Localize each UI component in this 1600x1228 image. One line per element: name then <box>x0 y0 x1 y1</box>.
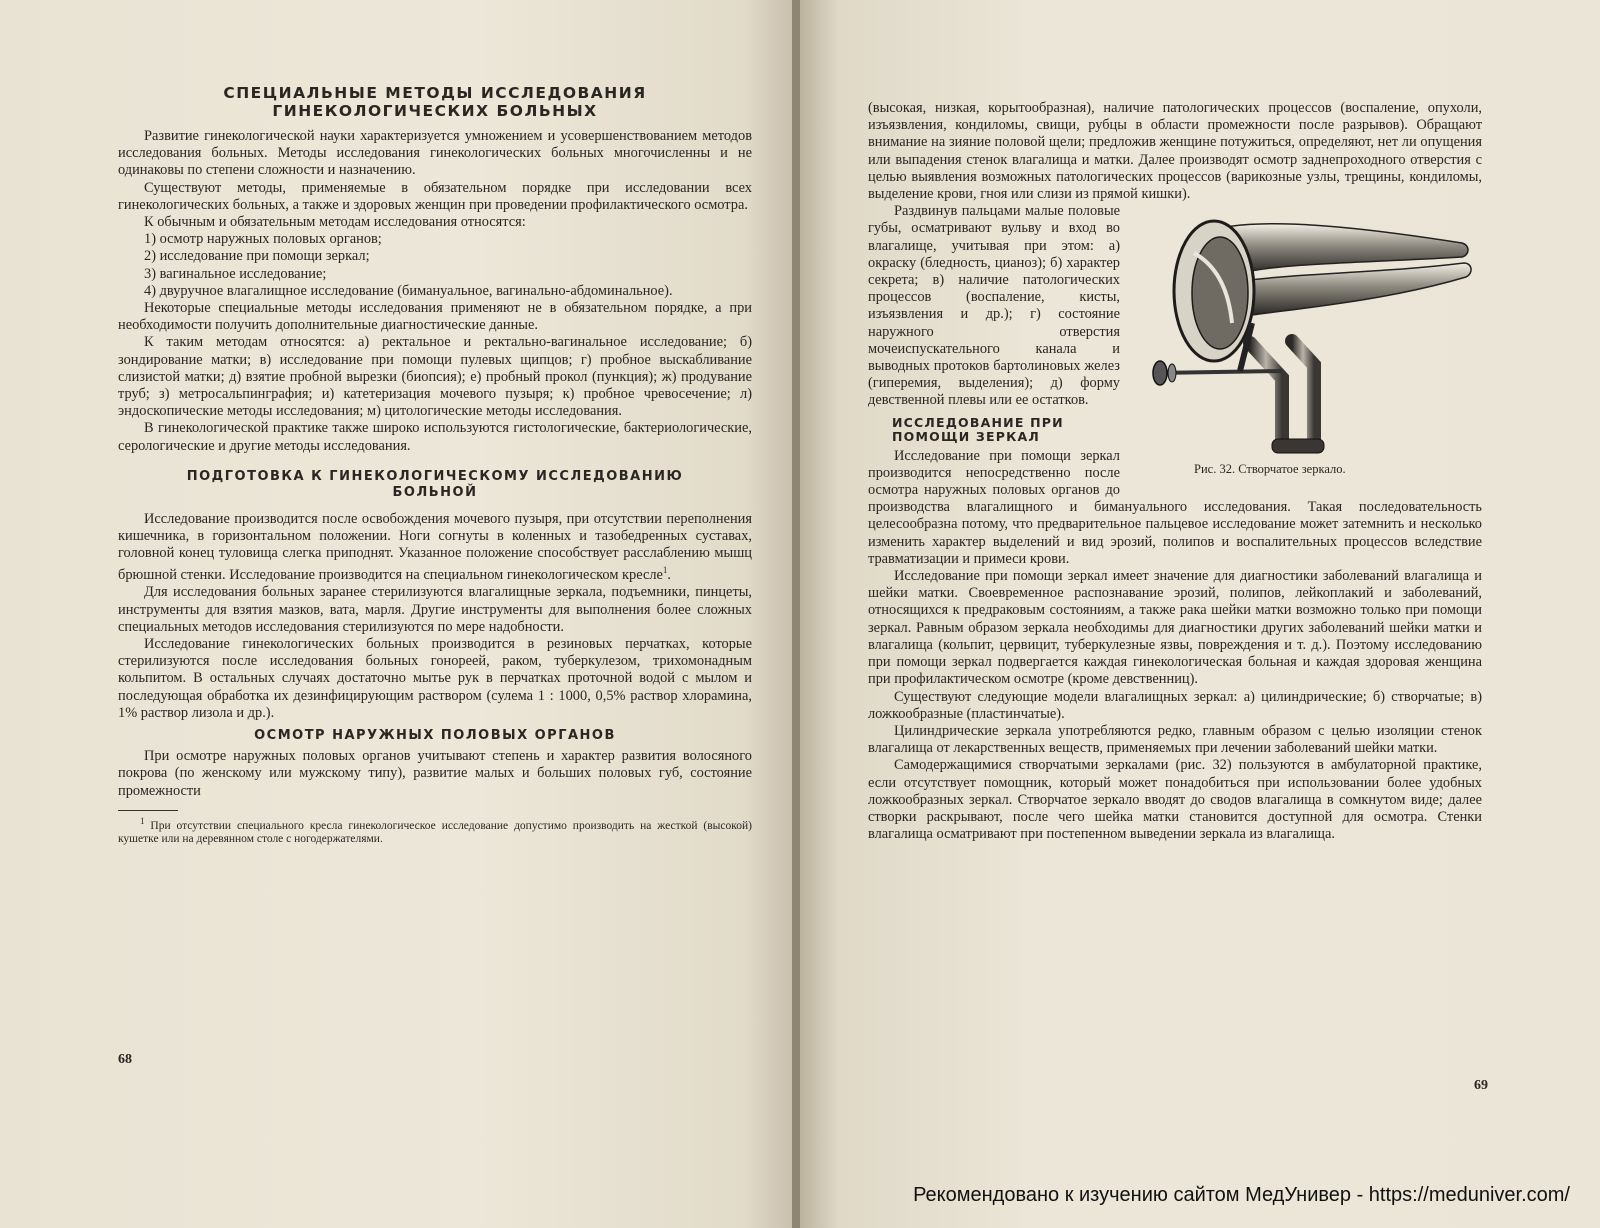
list-item: 4) двуручное влагалищное исследование (бимануальное, вагинально-абдоминальное). <box>144 282 673 299</box>
footnote-ref: 1 <box>662 565 668 576</box>
footnote <box>118 815 752 846</box>
paragraph: Существуют методы, применяемые в обязательном порядке при исследовании всех гинекологических больных, а также и здоровых женщин при проведении профилактического осмотра. <box>118 179 752 213</box>
left-text-column <box>118 84 752 846</box>
paragraph: При осмотре наружных половых органов учитывают степень и характер развития волосяного покрова (по женскому или мужскому типу), развитие малых и больших половых губ, состояние промежности <box>118 748 752 799</box>
paragraph: Исследование при помощи зеркал производится непосредственно после осмотра наружных половых органов до производства влагалищного и бимануального исследования. Такая последовательность целесообразна потому, что предварительное пальцевое исследование может затемнить и несколько изменить характер выделений и вид эрозий, полипов и воспалительных процессов вследствие травматизации и примеси крови. <box>868 447 1482 567</box>
list-item: 3) вагинальное исследование; <box>144 265 327 282</box>
section-heading-line1: ИССЛЕДОВАНИЕ ПРИ <box>892 414 1064 430</box>
paragraph: В гинекологической практике также широко используются гистологические, бактериологические, серологические и другие методы исследования. <box>118 420 752 454</box>
paragraph: Раздвинув пальцами малые половые губы, осматривают вульву и вход во влагалище, учитывая при этом: а) окраску (бледность, цианоз); б) характер секрета; в) наличие патологических процессов (воспаление, кисты, изъязвления и др.); г) состояние наружного отверстия мочеиспускательного канала и выводных протоков бартолиновых желез (гиперемия, выделения); д) форму девственной плевы или ее остатков. <box>868 203 1120 409</box>
paragraph: Развитие гинекологической науки характеризуется умножением и усовершенствованием методов исследования больных. Методы исследования гинекологических больных многочисленны и не одинаковы по степени сложности и назначению. <box>118 128 752 179</box>
footnote-text: При отсутствии специального кресла гинекологическое исследование допустимо производить на жесткой (высокой) кушетке или на деревянном столе с ногодержателями. <box>118 819 753 845</box>
methods-list <box>118 231 752 283</box>
list-item: 2) исследование при помощи зеркал; <box>144 248 370 265</box>
paragraph-text: Исследование производится после освобождения мочевого пузыря, при отсутствии переполнения кишечника, в горизонтальном положении. Ноги согнуты в коленных и тазобедренных суставах, головной конец туловища слегка приподнят. Указанное положение способствует расслаблению мышц брюшной стенки. Исследование производится на специальном гинекологическом кресле <box>118 510 752 584</box>
paragraph: Самодержащимися створчатыми зеркалами (рис. 32) пользуются в амбулаторной практике, если отсутствует помощник, который может понадобиться при использовании более удобных ложкообразных зеркал. Створчатое зеркало вводят до сводов влагалища в сомкнутом виде; далее створки раскрывают, после чего шейка матки становится доступной для осмотра. Стенки влагалища осматривают при постепенном выведении зеркала из влагалища. <box>868 757 1482 843</box>
chapter-title-line2: ГИНЕКОЛОГИЧЕСКИХ БОЛЬНЫХ <box>272 102 598 120</box>
left-page <box>0 0 792 1228</box>
page-number-right: 69 <box>1474 1078 1488 1093</box>
paragraph: Для исследования больных заранее стерилизуются влагалищные зеркала, подъемники, пинцеты, инструменты для взятия мазков, вата, марля. Другие инструменты для выполнения более сложных специальных методов исследования стерилизуются по мере надобности. <box>118 584 752 635</box>
chapter-title <box>118 84 752 120</box>
section-heading-line2: ПОМОЩИ ЗЕРКАЛ <box>892 428 1040 444</box>
paragraph: Исследование гинекологических больных производится в резиновых перчатках, которые стерилизуются после исследования больных гонореей, раком, туберкулезом, трихомонадным кольпитом. В остальных случаях достаточно мытье рук в перчатках проточной водой с мылом и последующая обработка их дезинфицирующим раствором (сулема 1 : 1000, 0,5% раствор хлорамина, 1% раствор лизола и др.). <box>118 636 752 721</box>
footnote-divider <box>118 810 178 811</box>
section-heading-line2: БОЛЬНОЙ <box>392 484 478 500</box>
section-heading-preparation <box>118 469 752 501</box>
paragraph: Цилиндрические зеркала употребляются редко, главным образом с целью изоляции стенок влагалища от лекарственных веществ, применяемых при лечении заболеваний шейки матки. <box>868 722 1482 757</box>
paragraph-end: . <box>667 567 672 584</box>
right-text-column <box>868 100 1482 843</box>
paragraph: Некоторые специальные методы исследования применяют не в обязательном порядке, а при необходимости получить дополнительные диагностические данные. <box>118 300 752 334</box>
chapter-title-line1: СПЕЦИАЛЬНЫЕ МЕТОДЫ ИССЛЕДОВАНИЯ <box>223 84 647 102</box>
page-number-left: 68 <box>118 1052 132 1067</box>
section-heading-external-exam: ОСМОТР НАРУЖНЫХ ПОЛОВЫХ ОРГАНОВ <box>254 728 616 744</box>
paragraph: К таким методам относятся: а) ректальное и ректально-вагинальное исследование; б) зондирование матки; в) исследование при помощи пулевых щипцов; г) пробное выскабливание слизистой матки; д) взятие пробной вырезки (биопсия); е) пробный прокол (пункция); ж) продувание труб; з) метросальпинграфия; и) катетеризация мочевого пузыря; к) пробное чревосечение; л) эндоскопические методы исследования; м) цитологические методы исследования. <box>118 334 752 420</box>
watermark-text: Рекомендовано к изучению сайтом МедУнивер - https://meduniver.com/ <box>913 1184 1570 1206</box>
figure-caption: Рис. 32. Створчатое зеркало. <box>1194 462 1346 477</box>
section-heading-line1: ПОДГОТОВКА К ГИНЕКОЛОГИЧЕСКОМУ ИССЛЕДОВАНИЮ <box>186 468 684 484</box>
figure-32 <box>1132 203 1492 495</box>
paragraph: К обычным и обязательным методам исследования относятся: <box>144 214 526 231</box>
speculum-illustration <box>1132 203 1492 459</box>
paragraph: Существуют следующие модели влагалищных зеркал: а) цилиндрические; б) створчатые; в) ложкообразные (пластинчатые). <box>868 688 1482 722</box>
book-gutter <box>792 0 800 1228</box>
paragraph <box>118 511 752 585</box>
footnote-mark: 1 <box>140 815 145 826</box>
paragraph: Исследование при помощи зеркал имеет значение для диагностики заболеваний влагалища и шейки матки. Своевременное распознавание эрозий, полипов, лейкоплакий и заболеваний, относящихся к предраковым состояниям, а также рака шейки матки возможно только при помощи зеркал. Равным образом зеркала необходимы для диагностики других заболеваний шейки матки и влагалища (кольпит, цервицит, туберкулезные язвы, повреждения и т. д.). Поэтому исследованию при помощи зеркал подвергается каждая гинекологическая больная и каждая здоровая женщина при профилактическом осмотре (кроме девственниц). <box>868 568 1482 688</box>
paragraph: (высокая, низкая, корытообразная), наличие патологических процессов (воспаление, опухоли, изъязвления, кондиломы, свищи, рубцы в области промежности после разрывов). Обращают внимание на зияние половой щели; предложив женщине потужиться, определяют, нет ли опущения или выпадения стенок влагалища и матки. Далее производят осмотр заднепроходного отверстия с целью выявления возможных патологических процессов (варикозные узлы, трещины, кондиломы, выделение крови, гноя или слизи из прямой кишки). <box>868 100 1482 203</box>
list-item: 1) осмотр наружных половых органов; <box>144 231 382 248</box>
